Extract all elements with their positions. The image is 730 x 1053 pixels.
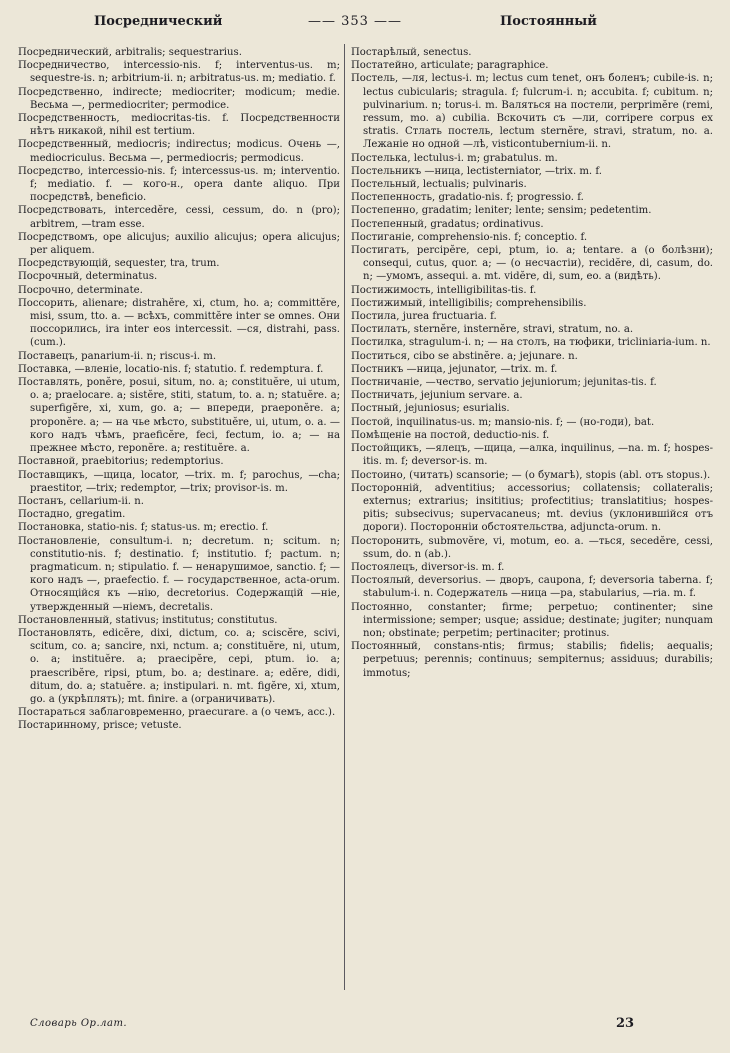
dictionary-entry: Постничаніе, —чество, servatio jejuniorum; jejunitas-tis. f. bbox=[351, 377, 657, 389]
dictionary-entry: Посредствующій, sequester, tra, trum. bbox=[18, 258, 220, 270]
dictionary-entry: Посредственный, mediocris; indirectus; modicus. Очень —, mediocriculus. Весьма —, permediocris; permodicus. bbox=[18, 139, 340, 164]
dictionary-entry: Постойщикъ, —ялецъ, —щица, —алка, inquilinus, —na. m. f; hospes-itis. m. f; deversor-is. m. bbox=[351, 443, 713, 468]
right-column bbox=[351, 46, 713, 1008]
left-column bbox=[18, 46, 340, 1021]
page-number: —— 353 —— bbox=[307, 14, 403, 29]
dictionary-entry: Посредствомъ, ope alicujus; auxilio alicujus; opera alicujus; per aliquem. bbox=[18, 231, 340, 257]
header-right-guideword: Постоянный bbox=[500, 14, 597, 29]
dictionary-entry: Посредничество, intercessio-nis. f; interventus-us. m; sequestre-is. n; arbitrium-ii. n; arbitratus-us. m; mediatio. f. bbox=[18, 60, 340, 85]
dictionary-entry: Поставка, —вленіе, locatio-nis. f; statutio. f. redemptura. f. bbox=[18, 363, 324, 375]
dictionary-entry: Посредственность, mediocritas-tis. f. Посредственности нѣтъ никакой, nihil est tertium. bbox=[18, 113, 340, 138]
column-divider bbox=[344, 44, 345, 990]
dictionary-entry: Постникъ —ница, jejunator, —trix. m. f. bbox=[351, 363, 558, 375]
dictionary-entry: Постель, —ля, lectus-i. m; lectus cum tenet, онъ боленъ; cubile-is. n; lectus cubicularis; stragula. f; fulcrum-i. n; accubita. f; cubitum. n; pulvinarium. n; torus-i. m. Валяться на постели, perprimĕre (remi, ressum, mo. a) cubilia. Вскочить съ —ли, corripere corpus ex stratis. Стлать постель, lectum sternĕre, stravi, stratum, no. a. Лежаніе но одной —лѣ, visticontubernium-ii. n. bbox=[351, 73, 713, 151]
dictionary-entry: Посредственно, indirecte; mediocriter; modicum; medie. Весьма —, permediocriter; permodice. bbox=[18, 86, 340, 111]
dictionary-entry: Постепенность, gradatio-nis. f; progressio. f. bbox=[351, 192, 584, 204]
dictionary-entry: Постелька, lectulus-i. m; grabatulus. m. bbox=[351, 152, 558, 164]
dictionary-entry: Посторонній, adventitius; accessorius; collatensis; collateralis; externus; extrarius; insititius; profectitius; translatitius; hospes-pitis; subsecivus; supervacaneus; mt. devius (уклонившійся отъ дороги). Посторонніи обстоятельства, adjuncta-orum. n. bbox=[351, 482, 713, 534]
dictionary-entry: Постаринному, prisce; vetuste. bbox=[18, 720, 182, 732]
dictionary-entry: Посредствовать, intercedĕre, cessi, cessum, do. n (pro); arbitrem, —tram esse. bbox=[18, 205, 340, 230]
page-number-value: 353 bbox=[341, 14, 369, 29]
dictionary-entry: Поставецъ, panarium-ii. n; riscus-i. m. bbox=[18, 350, 217, 362]
dictionary-entry: Посреднический, arbitralis; sequestrarius. bbox=[18, 47, 242, 58]
dictionary-entry: Постатейно, articulate; paragraphice. bbox=[351, 60, 549, 72]
dictionary-entry: Постижимый, intelligibilis; comprehensibilis. bbox=[351, 297, 587, 309]
page-header bbox=[0, 14, 730, 38]
dictionary-entry: Постила, jurea fructuaria. f. bbox=[351, 311, 497, 323]
dictionary-entry: Поставщикъ, —щица, locator, —trix. m. f; parochus, —cha; praestitor, —trix; redemptor, —trix; provisor-is. m. bbox=[18, 469, 340, 494]
dictionary-entry: Постепенный, gradatus; ordinativus. bbox=[351, 218, 544, 230]
dictionary-entry: Постадно, gregatim. bbox=[18, 509, 126, 521]
dictionary-entry: Посрочно, determinate. bbox=[18, 284, 143, 296]
dictionary-entry: Постоянный, constans-ntis; firmus; stabilis; fidelis; aequalis; perpetuus; perennis; continuus; sempiternus; assiduus; durabilis; immotus; bbox=[351, 641, 713, 679]
dictionary-entry: Постничать, jejunium servare. a. bbox=[351, 390, 523, 402]
dictionary-entry: Постоялецъ, diversor-is. m. f. bbox=[351, 561, 505, 573]
dictionary-entry: Постановлять, edicĕre, dixi, dictum, co. a; sciscĕre, scivi, scitum, co. a; sancire, nxi, nctum. a; constituĕre, ni, utum, o. a; instituĕre. a; praecipĕre, cepi, ptum. io. a; praescribĕre, ripsi, ptum, bo. a; destinare. a; edĕre, didi, ditum, do. a; statuĕre. a; instipulari. n. mt. figĕre, xi, xtum, go. a (укрѣплять); mt. finire. a (ограничивать). bbox=[18, 627, 340, 705]
dictionary-entry: Посторонить, submovĕre, vi, motum, eo. a. —ться, secedĕre, cessi, ssum, do. n (ab.). bbox=[351, 535, 713, 560]
dictionary-entry: Постой, inquilinatus-us. m; mansio-nis. f; — (но-годи), bat. bbox=[351, 416, 655, 428]
dictionary-entry: Посредство, intercessio-nis. f; intercessus-us. m; interventio. f; mediatio. f. — кого-н., opera dante aliquo. При посредствѣ, beneficio. bbox=[18, 165, 340, 204]
dictionary-entry: Постилка, stragulum-i. n; — на столъ, на тюфики, tricliniaria-ium. n. bbox=[351, 337, 711, 349]
dictionary-entry: Постарѣлый, senectus. bbox=[351, 47, 472, 58]
dictionary-entry: Постанъ, cellarium-ii. n. bbox=[18, 495, 144, 507]
dictionary-entry: Постановленный, stativus; institutus; constitutus. bbox=[18, 614, 278, 626]
dictionary-entry: Постановка, statio-nis. f; status-us. m; erectio. f. bbox=[18, 522, 269, 534]
dictionary-entry: Постижимость, intelligibilitas-tis. f. bbox=[351, 284, 537, 296]
dictionary-entry: Поститься, cibo se abstinĕre. a; jejunare. n. bbox=[351, 350, 578, 362]
dictionary-entry: Постоянно, constanter; firme; perpetuo; continenter; sine intermissione; semper; usque; assidue; destinate; jugiter; nunquam non; obstinate; perpetim; pertinaciter; protinus. bbox=[351, 601, 713, 639]
dictionary-entry: Постилать, sternĕre, insternĕre, stravi, stratum, no. a. bbox=[351, 324, 634, 336]
dictionary-entry: Постановленіе, consultum-i. n; decretum. n; scitum. n; constitutio-nis. f; destinatio. f; institutio. f; pactum. n; pragmaticum. n; stipulatio. f. — ненарушимое, sanctio. f; — кого надъ —, praefectio. f. — государственное, acta-orum. Относящійся къ —нію, decretorius. Содержащій —ніе, утвержденный —ніемъ, decretalis. bbox=[18, 535, 340, 613]
dictionary-entry: Постоялый, deversorius. — дворъ, caupona, f; deversoria taberna. f; stabulum-i. n. Содержатель —ница —ра, stabularius, —ria. m. f. bbox=[351, 575, 713, 600]
dictionary-entry: Посрочный, determinatus. bbox=[18, 271, 158, 283]
sheet-number: 23 bbox=[616, 1016, 635, 1031]
printer-signature: Словарь Ор.лат. bbox=[30, 1018, 128, 1029]
dictionary-entry: Поссорить, alienare; distrahĕre, xi, ctum, ho. a; committĕre, misi, ssum, tto. a. — всѣхъ, committĕre inter se omnes. Они поссорились, ira inter eos intercessit. —ся, distrahi, pass. (cum.). bbox=[18, 297, 340, 349]
dictionary-entry: Постигать, percipĕre, cepi, ptum, io. a; tentare. a (о болѣзни); consequi, cutus, quor. a; — (о несчастіи), recidĕre, di, casum, do. n; —умомъ, assequi. a. mt. vidĕre, di, sum, eo. a (видѣть). bbox=[351, 245, 713, 283]
dictionary-entry: Постараться заблаговременно, praecurare. a (о чемъ, acc.). bbox=[18, 707, 336, 719]
dictionary-entry: Постоино, (читать) scansorie; — (о бумагѣ), stopis (abl. отъ stopus.). bbox=[351, 469, 711, 481]
dictionary-entry: Постельникъ —ница, lectisterniator, —trix. m. f. bbox=[351, 165, 602, 177]
dictionary-entry: Поставлять, ponĕre, posui, situm, no. a; constituĕre, ui utum, o. a; praelocare. a; sistĕre, stiti, statum, to. a. n; statuĕre. a; superfigĕre, xi, xum, go. a; — впереди, praeponĕre. a; proponĕre. a; — на чье мѣсто, substituĕre, ui, utum, o. a. — кого надъ чѣмъ, praeficĕre, feci, fectum, io. a; — на прежнее мѣсто, reponĕre. a; restituĕre. a. bbox=[18, 377, 340, 455]
dictionary-entry: Помѣщеніе на постой, deductio-nis. f. bbox=[351, 429, 550, 441]
dictionary-entry: Постельный, lectualis; pulvinaris. bbox=[351, 179, 527, 191]
dictionary-entry: Постепенно, gradatim; leniter; lente; sensim; pedetentim. bbox=[351, 205, 652, 217]
header-left-guideword: Посреднический bbox=[94, 14, 223, 29]
dictionary-entry: Поставной, praebitorius; redemptorius. bbox=[18, 456, 224, 468]
dictionary-entry: Постный, jejuniosus; esurialis. bbox=[351, 403, 510, 415]
dictionary-entry: Постиганіе, comprehensio-nis. f; conceptio. f. bbox=[351, 231, 588, 243]
